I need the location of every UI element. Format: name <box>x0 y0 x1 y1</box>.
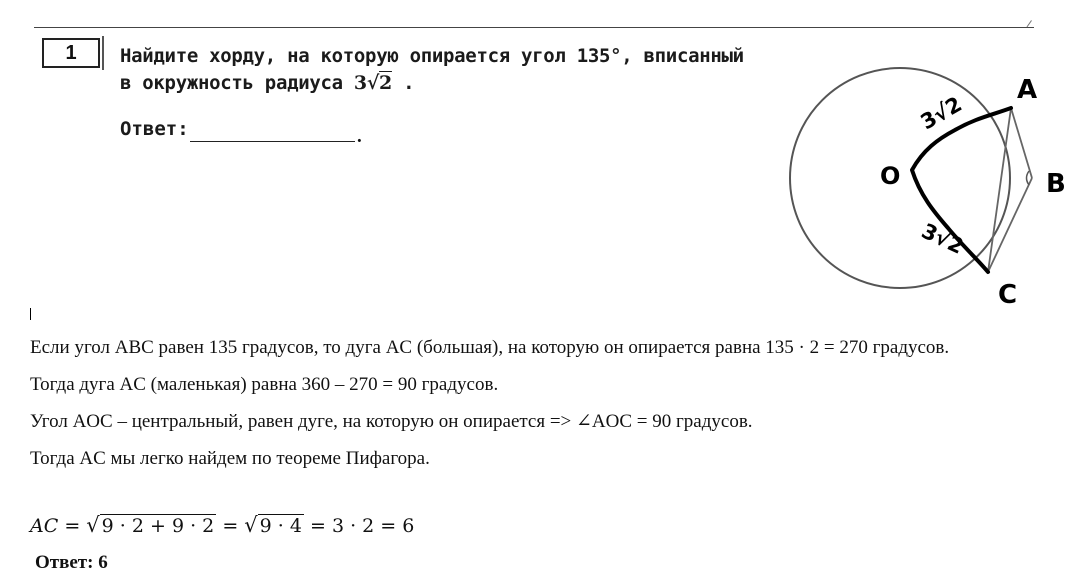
label-b: B <box>1046 169 1066 199</box>
pythagoras-formula <box>30 513 414 537</box>
answer-dot: . <box>357 126 362 147</box>
radius-root: 2 <box>379 72 392 94</box>
label-o: O <box>880 162 901 190</box>
problem-line-2-suffix: . <box>391 72 415 94</box>
angle-b-arc <box>1027 171 1030 185</box>
formula-eq-1: = <box>64 515 81 537</box>
formula-sqrt-2: √ 9 · 4 <box>244 513 302 537</box>
problem-line-2-prefix: в окружность радиуса <box>120 72 354 94</box>
chord-ab <box>1011 108 1032 178</box>
answer-blank-line <box>190 141 355 142</box>
solution-paragraph-2: Тогда дуга AC (маленькая) равна 360 – 270 = 90 градусов. <box>30 374 499 395</box>
label-c: C <box>998 280 1018 310</box>
formula-sqrt-1-radicand: 9 · 2 + 9 · 2 <box>101 515 215 537</box>
answer-label: Ответ: <box>120 118 189 140</box>
label-radius-bottom: 3√2 <box>917 218 968 259</box>
problem-statement <box>120 43 800 97</box>
radius-value: 3√2 <box>353 72 392 94</box>
problem-line-1: Найдите хорду, на которую опирается угол 135°, вписанный <box>120 45 744 67</box>
number-box-shadow <box>102 36 104 70</box>
solution-paragraph-1: Если угол ABC равен 135 градусов, то дуга AC (большая), на которую он опирается равна 135 · 2 = 270 градусов. <box>30 337 950 358</box>
formula-tail: = 3 · 2 = 6 <box>310 515 415 537</box>
top-rule <box>34 27 1034 28</box>
text-cursor <box>30 308 31 320</box>
formula-sqrt-1: √ 9 · 2 + 9 · 2 <box>86 513 215 537</box>
problem-line-2 <box>120 70 800 97</box>
formula-sqrt-2-radicand: 9 · 4 <box>259 515 302 537</box>
formula-lhs: AC <box>30 515 59 537</box>
final-answer: Ответ: 6 <box>35 552 108 573</box>
label-radius-top: 3√2 <box>916 91 966 135</box>
label-a: A <box>1017 75 1038 105</box>
formula-eq-2: = <box>222 515 239 537</box>
circle-figure <box>770 40 1080 310</box>
radius-coef: 3 <box>353 72 367 94</box>
problem-number: 1 <box>65 41 77 64</box>
solution-text <box>30 336 1070 484</box>
solution-paragraph-3: Угол AOC – центральный, равен дуге, на которую он опирается => ∠AOC = 90 градусов. <box>30 411 753 432</box>
solution-paragraph-4: Тогда AC мы легко найдем по теореме Пифагора. <box>30 448 430 469</box>
top-rule-tail <box>1027 20 1039 32</box>
problem-number-box <box>42 38 100 68</box>
